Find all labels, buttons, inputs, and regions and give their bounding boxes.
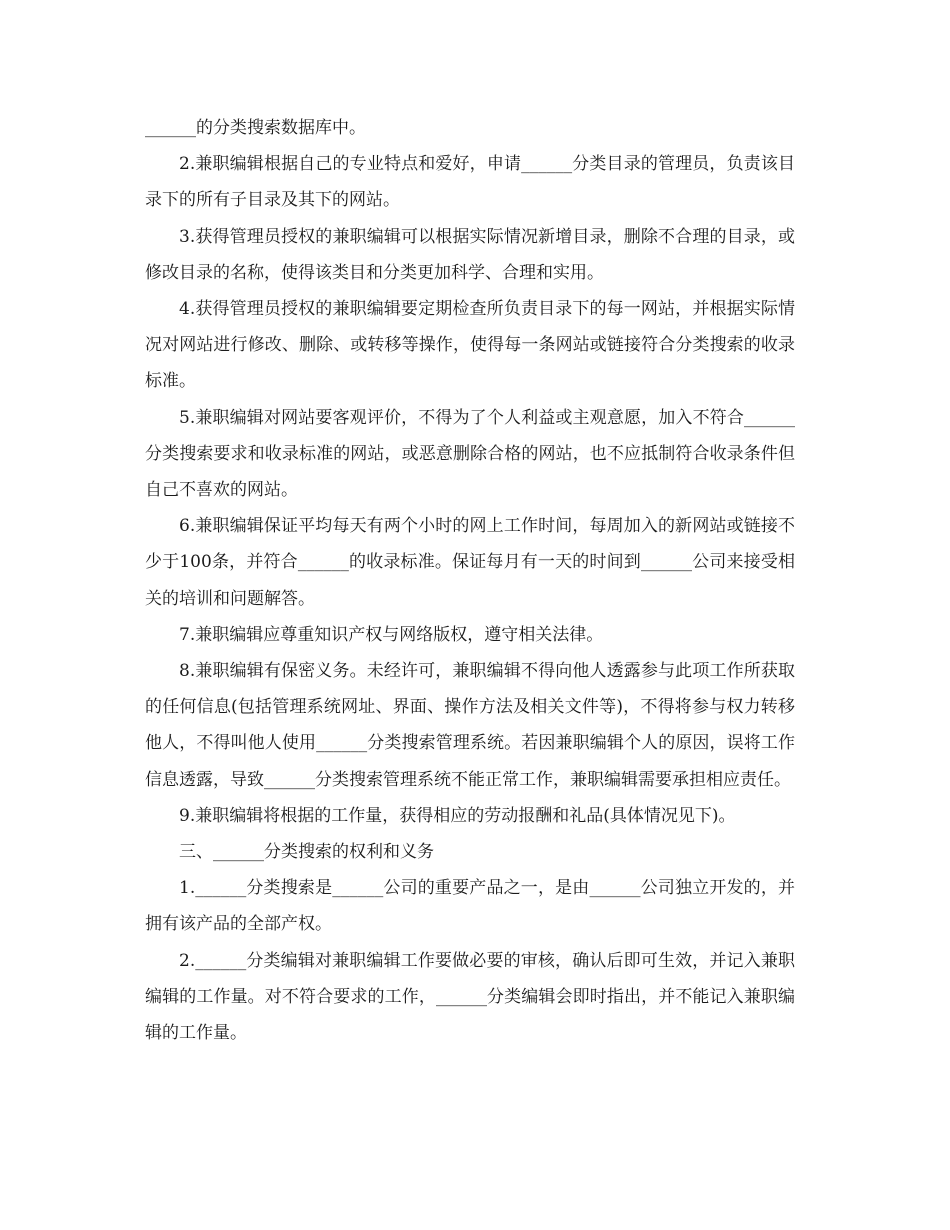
- paragraph: 2.______分类编辑对兼职编辑工作要做必要的审核，确认后即可生效，并记入兼职编辑的工作量。对不符合要求的工作，______分类编辑会即时指出，并不能记入兼职编辑的工作量。: [145, 950, 795, 1044]
- paragraph: 2.兼职编辑根据自己的专业特点和爱好，申请______分类目录的管理员，负责该目录下的所有子目录及其下的网站。: [145, 154, 795, 211]
- paragraph: 7.兼职编辑应尊重知识产权与网络版权，遵守相关法律。: [179, 624, 604, 645]
- document-body: [145, 110, 795, 1051]
- paragraph: 3.获得管理员授权的兼职编辑可以根据实际情况新增目录，删除不合理的目录，或修改目录的名称，使得该类目和分类更加科学、合理和实用。: [145, 226, 795, 283]
- paragraph: 4.获得管理员授权的兼职编辑要定期检查所负责目录下的每一网站，并根据实际情况对网站进行修改、删除、或转移等操作，使得每一条网站或链接符合分类搜索的收录标准。: [145, 299, 795, 392]
- paragraph: 1.______分类搜索是______公司的重要产品之一，是由______公司独立开发的，并拥有该产品的全部产权。: [145, 878, 795, 935]
- paragraph: 三、______分类搜索的权利和义务: [179, 842, 434, 863]
- paragraph: 6.兼职编辑保证平均每天有两个小时的网上工作时间，每周加入的新网站或链接不少于100条，并符合______的收录标准。保证每月有一天的时间到______公司来接受相关的培训和问题解答。: [145, 516, 795, 609]
- paragraph: 9.兼职编辑将根据的工作量，获得相应的劳动报酬和礼品(具体情况见下)。: [179, 805, 736, 826]
- paragraph: 5.兼职编辑对网站要客观评价，不得为了个人利益或主观意愿，加入不符合______分类搜索要求和收录标准的网站，或恶意删除合格的网站，也不应抵制符合收录条件但自己不喜欢的网站。: [145, 407, 795, 501]
- paragraph: ______的分类搜索数据库中。: [145, 118, 366, 138]
- paragraph: 8.兼职编辑有保密义务。未经许可，兼职编辑不得向他人透露参与此项工作所获取的任何信息(包括管理系统网址、界面、操作方法及相关文件等)，不得将参与权力转移他人，不得叫他人使用______分类搜索管理系统。若因兼职编辑个人的原因，误将工作信息透露，导致______分类搜索管理系统不能正常工作，兼职编辑需要承担相应责任。: [145, 661, 795, 790]
